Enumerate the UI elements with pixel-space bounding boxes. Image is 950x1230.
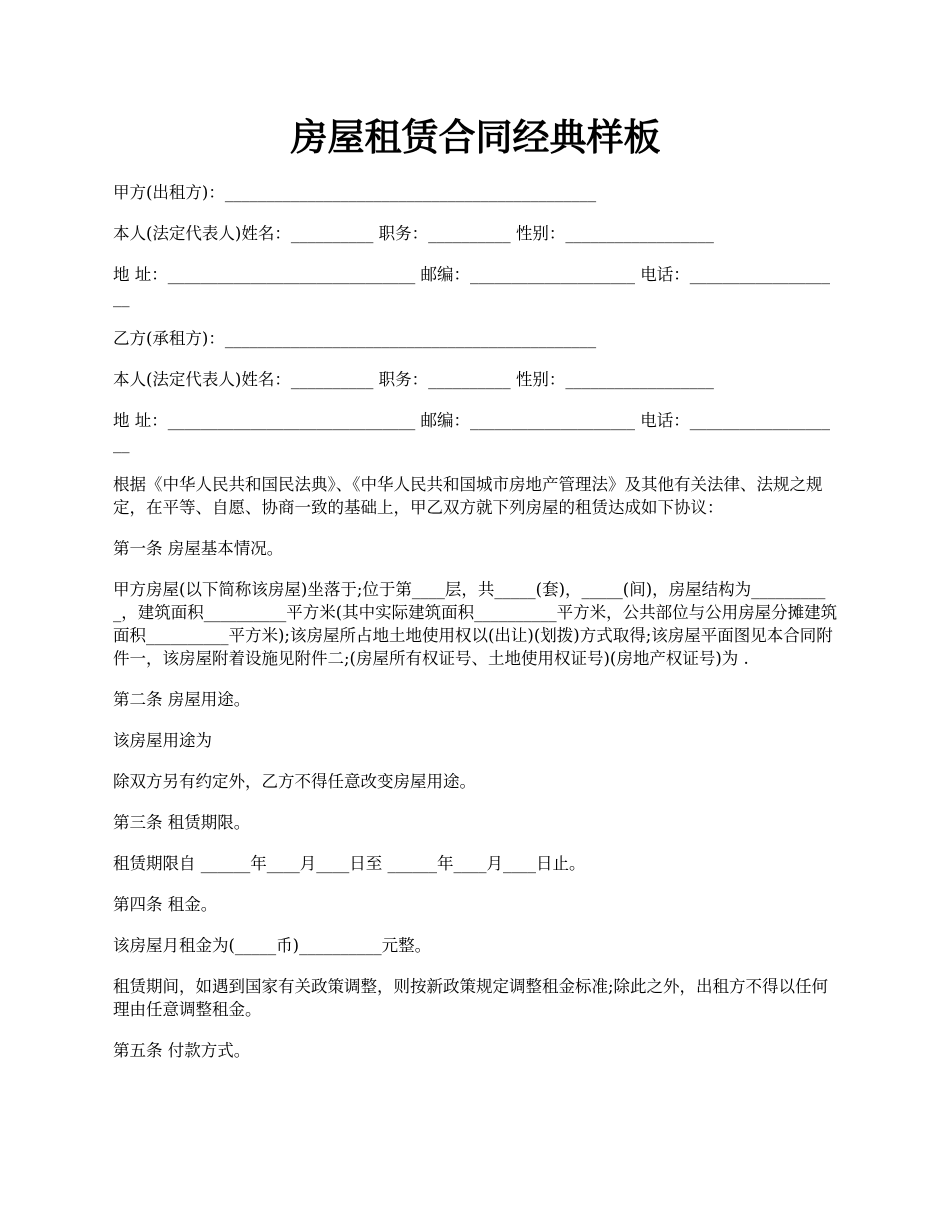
party-b-representative-line: 本人(法定代表人)姓名：__________ 职务：__________ 性别：__________________ xyxy=(113,370,714,389)
party-b-line: 乙方(承租方)：_____________________________________________ xyxy=(113,329,597,348)
article-2-heading: 第二条 房屋用途。 xyxy=(113,690,251,709)
article-1-body: 甲方房屋(以下简称该房屋)坐落于;位于第____层，共_____(套)，_____(间)，房屋结构为__________，建筑面积__________平方米(其中实际建筑面积__________平方米，公共部位与公用房屋分摊建筑面积__________平方米);该房屋所占地土地使用权以(出让)(划拨)方式取得;该房屋平面图见本合同附件一，该房屋附着设施见附件二;(房屋所有权证号、土地使用权证号)(房地产权证号)为 . xyxy=(113,580,838,668)
article-2-note: 除双方另有约定外，乙方不得任意改变房屋用途。 xyxy=(113,772,476,791)
party-a-representative-line: 本人(法定代表人)姓名：__________ 职务：__________ 性别：__________________ xyxy=(113,224,714,243)
party-b-address-line: 地 址：______________________________ 邮编：____________________ 电话：___________________ xyxy=(113,411,830,453)
article-3-heading: 第三条 租赁期限。 xyxy=(113,813,251,832)
preamble-paragraph: 根据《中华人民共和国民法典》、《中华人民共和国城市房地产管理法》及其他有关法律、法规之规定，在平等、自愿、协商一致的基础上，甲乙双方就下列房屋的租赁达成如下协议： xyxy=(113,475,823,517)
article-4-note: 租赁期间，如遇到国家有关政策调整，则按新政策规定调整租金标准;除此之外，出租方不得以任何理由任意调整租金。 xyxy=(113,977,829,1019)
article-1-heading: 第一条 房屋基本情况。 xyxy=(113,539,284,558)
document-title: 房屋租赁合同经典样板 xyxy=(290,115,661,159)
article-2-body: 该房屋用途为 xyxy=(113,731,212,750)
article-5-heading: 第五条 付款方式。 xyxy=(113,1041,251,1060)
article-4-heading: 第四条 租金。 xyxy=(113,895,218,914)
article-4-body: 该房屋月租金为(_____币)__________元整。 xyxy=(113,936,432,955)
article-3-body: 租赁期限自 ______年____月____日至 ______年____月____日止。 xyxy=(113,854,586,873)
party-a-address-line: 地 址：______________________________ 邮编：____________________ 电话：___________________ xyxy=(113,265,830,307)
party-a-line: 甲方(出租方)：_____________________________________________ xyxy=(113,183,597,202)
